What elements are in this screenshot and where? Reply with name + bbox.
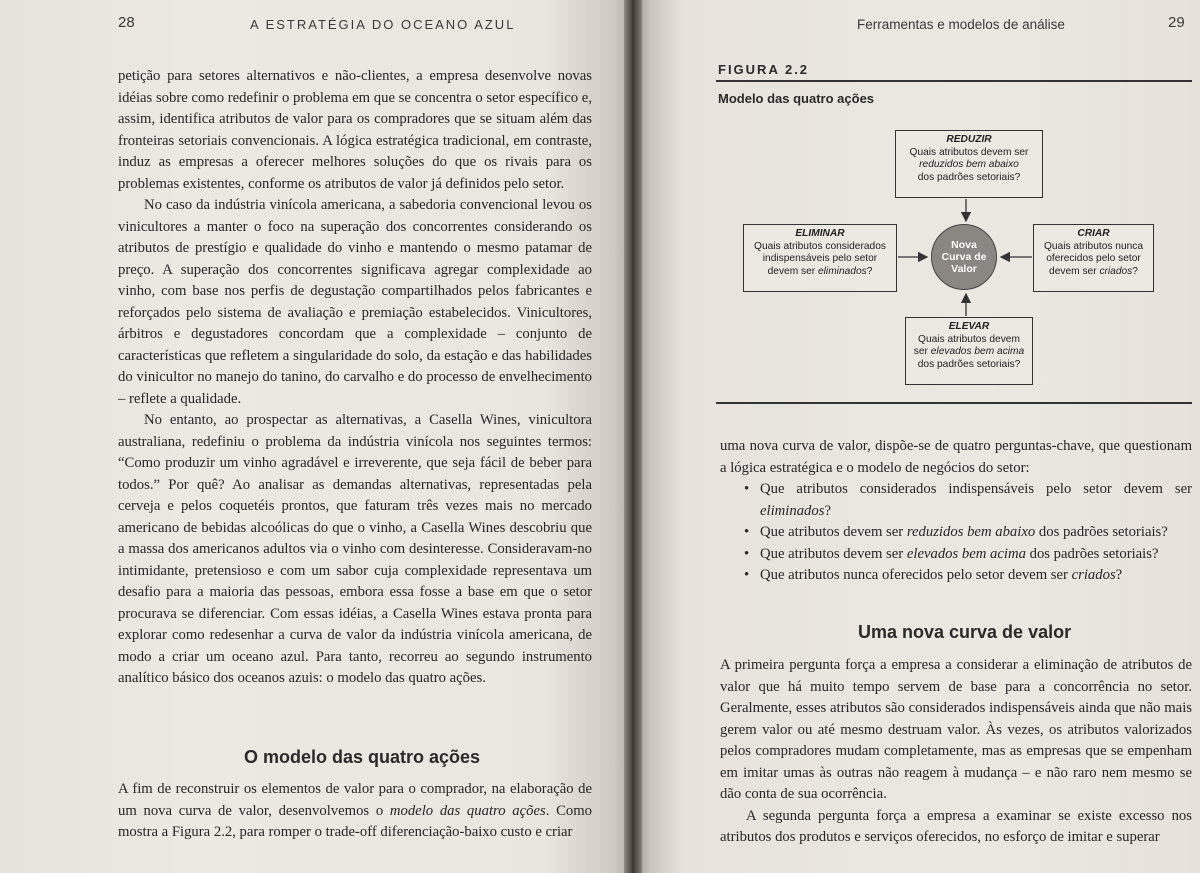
right-paragraph-3: A segunda pergunta força a empresa a examinar se existe excesso nos atributos dos produtos e serviços oferecidos, no esforço de imitar e superar (720, 807, 1192, 845)
question-elevar: • Que atributos devem ser elevados bem acima dos padrões setoriais? (720, 544, 1192, 566)
right-paragraph-1: uma nova curva de valor, dispõe-se de quatro perguntas-chave, que questionam a lógica estratégica e o modelo de negócios do setor: (720, 438, 1192, 476)
left-section-title: O modelo das quatro ações (244, 747, 481, 767)
right-running-head: Ferramentas e modelos de análise (857, 17, 1065, 32)
criar-title: CRIAR (1077, 228, 1110, 239)
criar-box: CRIAR Quais atributos nunca oferecidos pelo setor devem ser criados? (1033, 224, 1154, 292)
right-body-top (720, 436, 1192, 587)
right-paragraph-2: A primeira pergunta força a empresa a considerar a eliminação de atributos de valor que há muito tempo servem de base para a concorrência no setor. Geralmente, esses atributos são considerados indispensáveis ainda que não mais gerem valor ou até mesmo destruam valor. Às vezes, os atributos valorizados pelos compradores mudam completamente, mas as empresas que se empenham em imitar umas às outras não reagem à mudança – e não raro nem mesmo se dão conta de sua ocorrência. (720, 657, 1192, 802)
left-body-bottom (118, 779, 592, 844)
book-gutter (624, 0, 642, 873)
right-section-title: Uma nova curva de valor (858, 622, 1072, 642)
right-page-number: 29 (1168, 14, 1185, 31)
eliminar-box: ELIMINAR Quais atributos considerados indispensáveis pelo setor devem ser eliminados? (743, 224, 897, 292)
reduzir-title: REDUZIR (946, 134, 992, 145)
question-eliminar: • Que atributos considerados indispensáveis pelo setor devem ser eliminados? (720, 479, 1192, 522)
right-body-bottom (720, 655, 1192, 849)
figure-title: Modelo das quatro ações (718, 91, 875, 106)
figure-bottom-rule (716, 402, 1192, 404)
left-body-top (118, 66, 592, 690)
left-paragraph-2: No caso da indústria vinícola americana, a sabedoria convencional levou os vinicultores a manter o foco na superação dos concorrentes considerando os atributos de prestígio e qualidade do vinho e mantendo o mesmo patamar de preço. A superação dos concorrentes significava agregar complexidade ao vinho, com base nos perfis de degustação compartilhados pelos fabricantes e reforçados pelo sistema de avaliação e premiação estabelecidos. Vinicultores, árbitros e degustadores concordam que a complexidade – conjunto de características que refletem a singularidade do solo, da estação e das habilidades do vinicultor no manejo do tanino, do carvalho e do processo de envelhecimento – reflete a qualidade. (118, 197, 592, 407)
left-paragraph-4: A fim de reconstruir os elementos de valor para o comprador, na elaboração de um nova curva de valor, desenvolvemos o modelo das quatro ações. Como mostra a Figura 2.2, para romper o trade-off diferenciação-baixo custo e criar (118, 781, 592, 840)
figure-label: FIGURA 2.2 (718, 62, 810, 77)
left-page-number: 28 (118, 14, 135, 31)
nova-curva-circle: Nova Curva de Valor (931, 224, 997, 290)
elevar-title: ELEVAR (948, 321, 990, 332)
elevar-box: ELEVAR Quais atributos devem ser elevados bem acima dos padrões setoriais? (905, 317, 1033, 385)
reduzir-box: REDUZIR Quais atributos devem ser reduzidos bem abaixo dos padrões setoriais? (895, 130, 1043, 198)
eliminar-title: ELIMINAR (795, 228, 845, 239)
left-running-head: A ESTRATÉGIA DO OCEANO AZUL (250, 17, 516, 32)
left-paragraph-3: No entanto, ao prospectar as alternativas, a Casella Wines, vinicultora australiana, redefiniu o problema da indústria vinícola nos seguintes termos: “Como produzir um vinho agradável e irreverente, que seja fácil de beber para todos.” Por quê? Ao analisar as demandas alternativas, representadas pela cerveja e pelos coquetéis prontos, que faturam três vezes mais no mercado americano de bebidas alcoólicas do que o vinho, a Casella Wines descobriu que a massa dos americanos adultos via o vinho com desinteresse. Consideravam-no intimidante, pretensioso e com um sabor cuja complexidade representava um desafio para a maioria das pessoas, embora essa fosse a base em que o setor procurava se diferenciar. Com essas idéias, a Casella Wines estava pronta para explorar como redesenhar a curva de valor da indústria vinícola americana, de modo a criar um oceano azul. Para tanto, recorreu ao segundo instrumento analítico básico dos oceanos azuis: o modelo das quatro ações. (118, 412, 592, 686)
questions-list (720, 479, 1192, 587)
left-paragraph-1: petição para setores alternativos e não-clientes, a empresa desenvolve novas idéias sobre como redefinir o problema em que se concentra o setor específico e, assim, identifica atributos de valor para os compradores que se situam além das fronteiras setoriais convencionais. A lógica estratégica tradicional, em contraste, induz as empresas a oferecer melhores soluções do que os rivais para os problemas existentes, conforme os atributos de valor já definidos pelo setor. (118, 68, 592, 192)
question-criar: • Que atributos nunca oferecidos pelo setor devem ser criados? (720, 565, 1192, 587)
figure-top-rule (716, 80, 1192, 82)
question-reduzir: • Que atributos devem ser reduzidos bem abaixo dos padrões setoriais? (720, 522, 1192, 544)
